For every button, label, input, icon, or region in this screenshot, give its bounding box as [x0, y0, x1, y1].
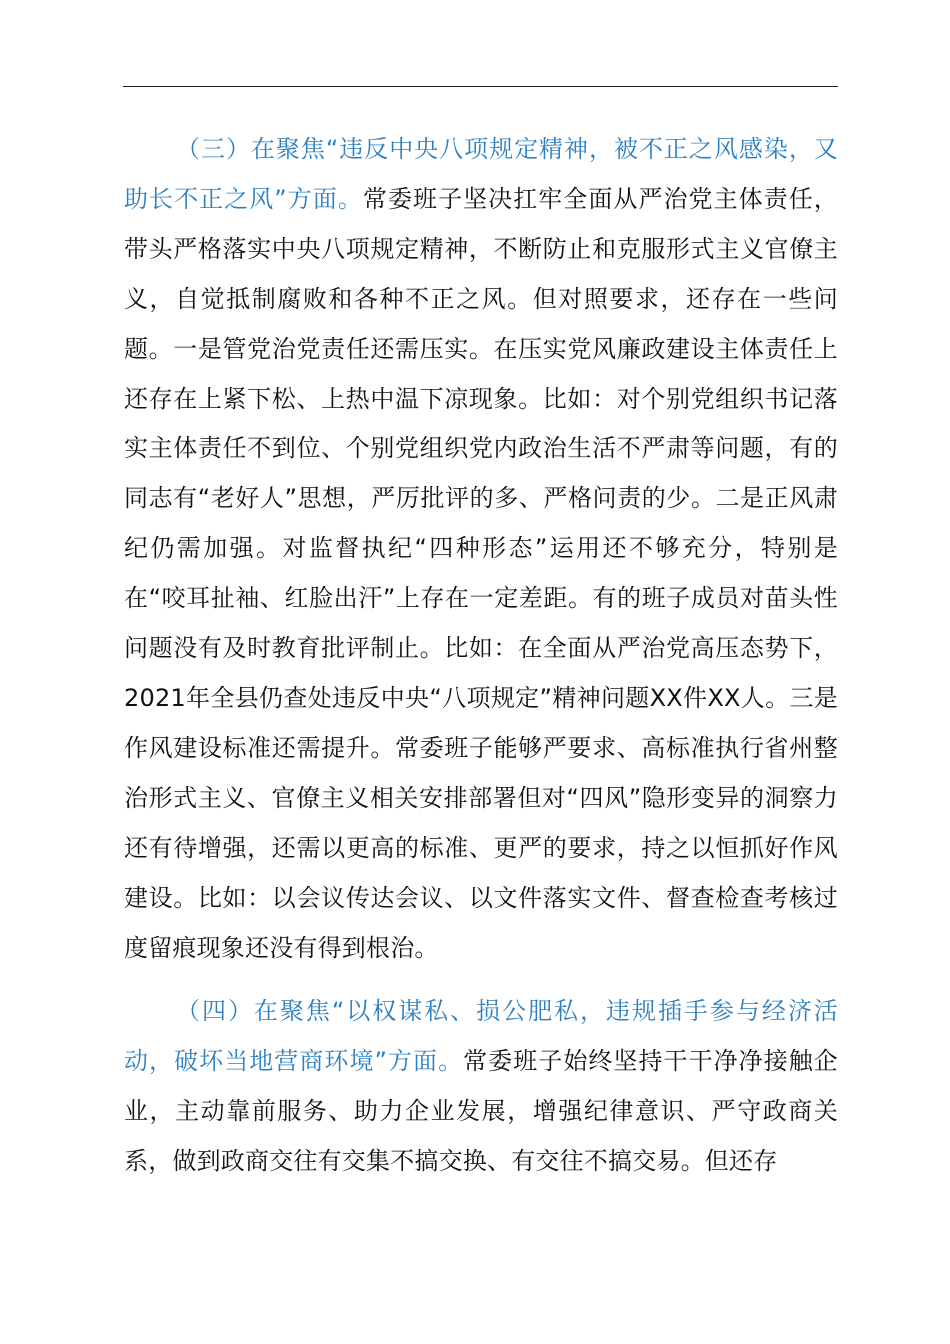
section-three-paragraph	[124, 125, 838, 973]
section-four-heading: （四）在聚焦“以权谋私、损公肥私，违规插手参与经济活动，破坏当地营商环境”方面。	[124, 997, 838, 1075]
header-rule	[123, 86, 838, 87]
section-four-body: 常委班子始终坚持干干净净接触企业，主动靠前服务、助力企业发展，增强纪律意识、严守政商关系，做到政商交往有交集不搞交换、有交往不搞交易。但还存	[124, 1046, 839, 1175]
section-three-body: 常委班子坚决扛牢全面从严治党主体责任，带头严格落实中央八项规定精神，不断防止和克服形式主义官僚主义，自觉抵制腐败和各种不正之风。但对照要求，还存在一些问题。一是管党治党责任还需压实。在压实党风廉政建设主体责任上还存在上紧下松、上热中温下凉现象。比如：对个别党组织书记落实主体责任不到位、个别党组织党内政治生活不严肃等问题，有的同志有“老好人”思想，严厉批评的多、严格问责的少。二是正风肃纪仍需加强。对监督执纪“四种形态”运用还不够充分，特别是在“咬耳扯袖、红脸出汗”上存在一定差距。有的班子成员对苗头性问题没有及时教育批评制止。比如：在全面从严治党高压态势下，2021年全县仍查处违反中央“八项规定”精神问题XX件XX人。三是作风建设标准还需提升。常委班子能够严要求、高标准执行省州整治形式主义、官僚主义相关安排部署但对“四风”隐形变异的洞察力还有待增强，还需以更高的标准、更严的要求，持之以恒抓好作风建设。比如：以会议传达会议、以文件落实文件、督查检查考核过度留痕现象还没有得到根治。	[124, 184, 838, 962]
section-four-paragraph	[124, 987, 838, 1187]
section-three-heading: （三）在聚焦“违反中央八项规定精神，被不正之风感染，又助长不正之风”方面。	[124, 135, 838, 213]
